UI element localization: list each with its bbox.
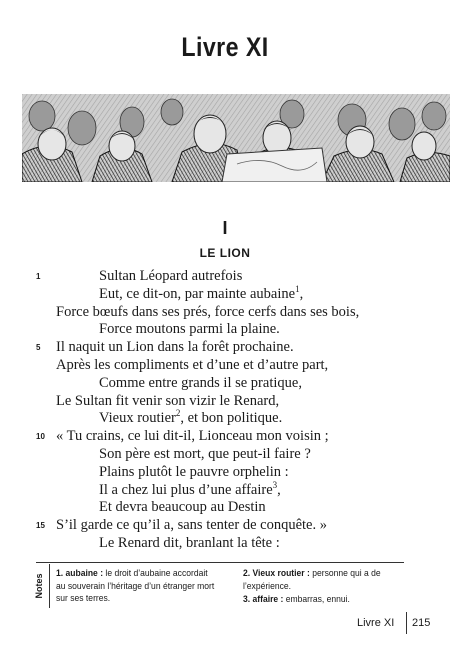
footnote-1 [56,568,218,606]
verse-line [0,427,450,445]
verse-text-main: Il naquit un Lion dans la forêt prochaine. [56,339,294,356]
verse-text-main: Et devra beaucoup au Destin [99,499,266,516]
notes-divider [36,562,404,563]
footnote-term: 2. Vieux routier : [243,568,310,579]
verse-text-main: Le Sultan fit venir son vizir le Renard, [56,392,280,409]
verse-text-tail: , [299,285,304,302]
verse-line [0,392,450,410]
verse-text [56,356,328,374]
verse-text [56,427,329,445]
verse-text [99,498,266,516]
verse-line [0,409,450,427]
verse-text-main: Plains plutôt le pauvre orphelin : [99,463,289,480]
verse-text [56,516,327,534]
verse-text-main: Après les compliments et d’une et d’autre part, [56,357,329,373]
verse-text-main: Force bœufs dans ses prés, force cerfs dans ses bois, [56,303,360,320]
verse-text [56,392,279,410]
footer-book-title: Livre XI [357,617,395,629]
verse-text [99,374,302,392]
footnote-text: le droit d’aubaine accordait au souverain l’héritage d’un étranger mort sur ses terres. [56,568,215,604]
notes-vertical-rule [49,564,50,608]
verse-text [99,320,280,338]
line-number: 5 [36,343,41,353]
verse-text [99,534,280,552]
verse-text [99,481,281,499]
verse-text [99,267,242,285]
verse-line [0,481,450,499]
verse-line [0,534,450,552]
verse-text-main: Force moutons parmi la plaine. [99,321,280,338]
verse-text-main: Le Renard dit, branlant la tête : [99,535,280,551]
verse-text-main: Vieux routier [99,410,176,427]
footnote-ref: 3 [272,479,278,490]
verse-text-main: « Tu crains, ce lui dit-il, Lionceau mon voisin ; [56,428,329,445]
verse-line [0,516,450,534]
verse-text-main: S’il garde ce qu’il a, sans tenter de conquête. » [56,517,327,534]
verse-text-main: Sultan Léopard autrefois [99,268,243,284]
verse-text-tail: , [277,481,281,498]
chapter-title: LE LION [199,246,251,260]
verse-line [0,374,450,392]
page-title: Livre XI [181,32,269,62]
verse-line [0,356,450,374]
verse-text-tail: , et bon politique. [180,410,283,427]
notes-label: Notes [34,573,44,599]
verse-line [0,267,450,285]
verse-line [0,285,450,303]
verse-line [0,445,450,463]
footnote-ref: 2 [175,408,181,419]
verse-line [0,463,450,481]
verse-text [56,338,294,356]
footnote-text: personne qui a de l’expérience. [243,568,381,592]
verse-line [0,320,450,338]
footnote-2 [243,568,414,593]
footnote-text: embarras, ennui. [283,594,350,605]
verse-text-main: Il a chez lui plus d’une affaire [99,481,273,498]
footer-separator [406,612,407,634]
page-number: 215 [412,617,431,629]
footnote-term: 3. affaire : [243,594,284,605]
verse-text [56,303,359,321]
verse-text-main: Eut, ce dit-on, par mainte aubaine [99,285,296,302]
line-number: 1 [36,272,41,281]
line-number: 15 [36,521,45,531]
verse-line [0,498,450,516]
line-number: 10 [36,432,45,442]
verse-text [99,285,303,303]
verse-text [99,463,289,481]
verse-text-main: Comme entre grands il se pratique, [99,374,302,391]
verse-text [99,409,282,427]
chapter-number: I [222,218,228,238]
footnote-3 [243,594,414,607]
engraving-illustration [22,94,450,182]
verse-line [0,338,450,356]
footnote-term: 1. aubaine : [56,568,104,579]
verse-text-main: Son père est mort, que peut-il faire ? [99,446,311,462]
verse-line [0,303,450,321]
footnote-ref: 1 [295,283,300,294]
verse-text [99,445,311,463]
